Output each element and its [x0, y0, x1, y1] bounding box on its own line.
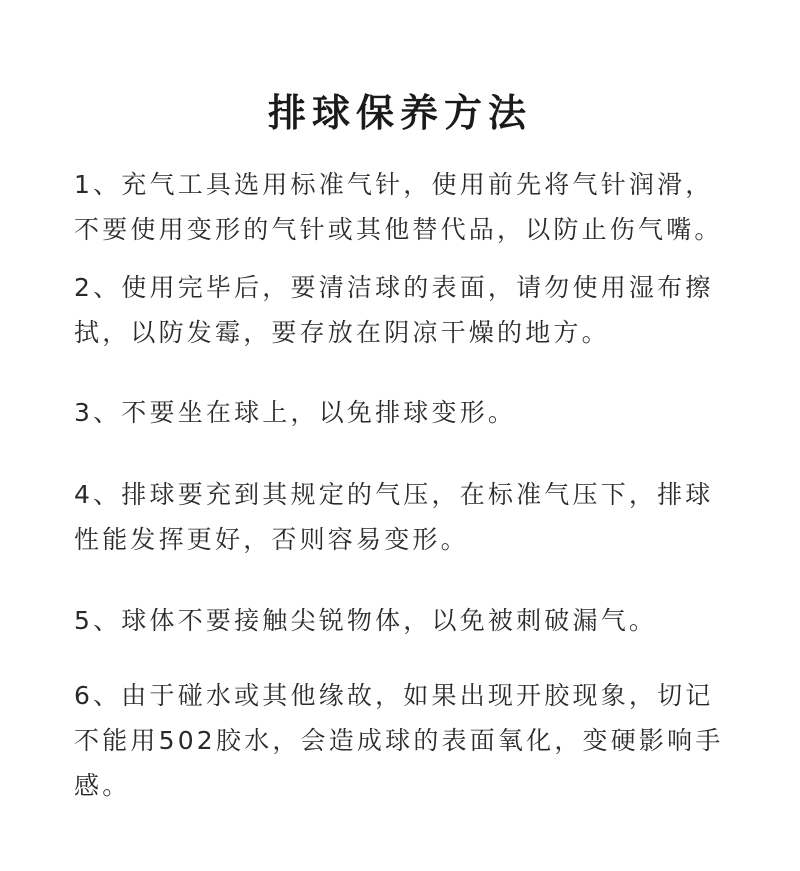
instruction-line: 1、充气工具选用标准气针，使用前先将气针润滑， — [74, 170, 714, 199]
instruction-item-1 — [74, 162, 754, 252]
instruction-line: 4、排球要充到其规定的气压，在标准气压下，排球 — [74, 480, 714, 509]
instruction-item-6 — [74, 673, 754, 808]
instruction-line: 6、由于碰水或其他缘故，如果出现开胶现象，切记 — [74, 681, 714, 710]
instruction-line: 2、使用完毕后，要清洁球的表面，请勿使用湿布擦 — [74, 273, 714, 302]
instruction-item-2 — [74, 265, 754, 355]
instruction-item-5 — [74, 598, 754, 643]
instruction-item-3 — [74, 390, 754, 435]
instruction-line: 感。 — [74, 771, 131, 800]
instruction-line: 性能发挥更好，否则容易变形。 — [74, 525, 469, 554]
instruction-line: 不要使用变形的气针或其他替代品，以防止伤气嘴。 — [74, 215, 723, 244]
instruction-line: 3、不要坐在球上，以免排球变形。 — [74, 398, 517, 427]
instruction-line: 不能用502胶水，会造成球的表面氧化，变硬影响手 — [74, 726, 724, 755]
page-title: 排球保养方法 — [267, 91, 532, 136]
instruction-item-4 — [74, 472, 754, 562]
instruction-line: 拭，以防发霉，要存放在阴凉干燥的地方。 — [74, 318, 610, 347]
instruction-line: 5、球体不要接触尖锐物体，以免被刺破漏气。 — [74, 606, 658, 635]
